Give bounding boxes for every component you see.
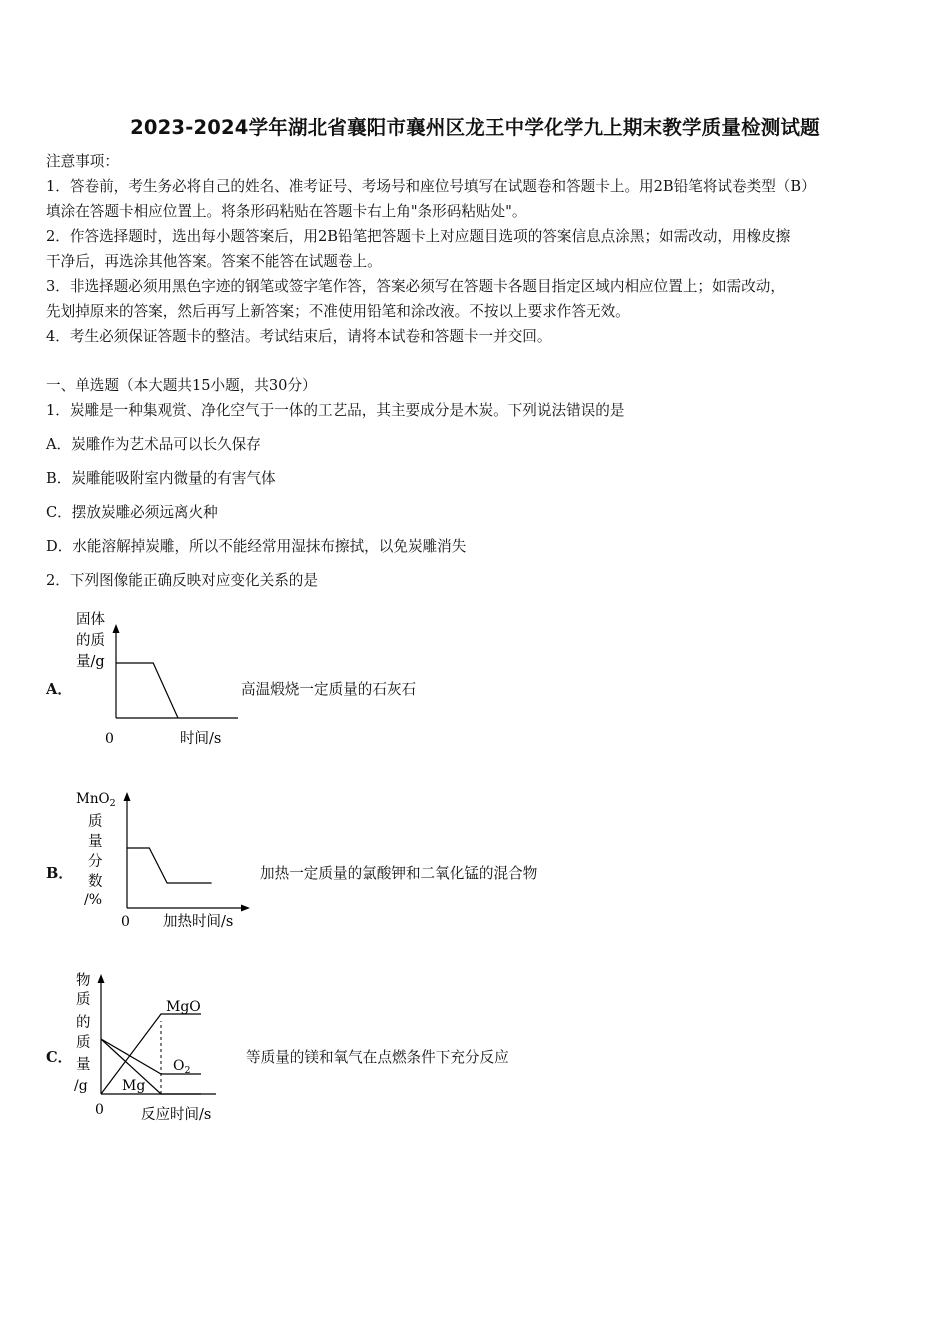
chart-c-series-label-mg: Mg	[122, 1078, 146, 1094]
question-1-option-a: A．炭雕作为艺术品可以长久保存	[46, 436, 261, 453]
question-2-option-b-desc: 加热一定质量的氯酸钾和二氧化锰的混合物	[260, 865, 538, 882]
chart-b-ylabel: 质	[88, 814, 103, 830]
chart-b-origin: 0	[121, 914, 130, 930]
question-1-option-d: D．水能溶解掉炭雕，所以不能经常用湿抹布擦拭，以免炭雕消失	[46, 538, 467, 555]
notice-line: 干净后，再选涂其他答案。答案不能答在试题卷上。	[46, 253, 382, 270]
chart-b	[70, 784, 260, 934]
chart-c-origin: 0	[95, 1102, 104, 1118]
chart-c-series-label-o2: $O_2$	[173, 1058, 191, 1076]
chart-b-ylabel: 量	[88, 834, 103, 850]
chart-a-series-line	[116, 663, 178, 718]
chart-b-ylabel: /%	[84, 892, 103, 908]
question-2-stem: 2．下列图像能正确反映对应变化关系的是	[46, 572, 318, 589]
chart-c	[66, 966, 246, 1128]
chart-c-ylabel: /g	[74, 1078, 88, 1094]
question-1-option-c: C．摆放炭雕必须远离火种	[46, 504, 218, 521]
chart-a	[66, 600, 246, 755]
question-2-option-a-desc: 高温煅烧一定质量的石灰石	[241, 681, 417, 698]
notice-line: 3．非选择题必须用黑色字迹的钢笔或签字笔作答，答案必须写在答题卡各题目指定区域内相应位置上；如需改动，	[46, 278, 785, 295]
chart-c-xlabel: 反应时间/s	[141, 1107, 212, 1123]
notice-line: 4．考生必须保证答题卡的整洁。考试结束后，请将本试卷和答题卡一并交回。	[46, 328, 552, 345]
section-heading: 一、单选题（本大题共15小题，共30分）	[46, 377, 317, 394]
chart-b-ylabel-top: MnO$_2$	[76, 791, 116, 809]
chart-c-ylabel: 物	[76, 973, 91, 989]
notice-line: 填涂在答题卡相应位置上。将条形码粘贴在答题卡右上角"条形码粘贴处"。	[46, 203, 527, 220]
chart-a-y-arrow	[113, 624, 120, 633]
page-title: 2023-2024学年湖北省襄阳市襄州区龙王中学化学九上期末教学质量检测试题	[130, 116, 820, 139]
chart-c-series-line-mgo	[101, 1014, 201, 1094]
notice-line: 2．作答选择题时，选出每小题答案后，用2B铅笔把答题卡上对应题目选项的答案信息点涂黑；如需改动，用橡皮擦	[46, 228, 791, 245]
chart-c-ylabel: 质	[76, 992, 91, 1008]
notice-heading: 注意事项：	[46, 153, 119, 170]
chart-a-origin: 0	[105, 731, 114, 747]
chart-c-ylabel: 的	[76, 1015, 91, 1031]
chart-c-ylabel: 量	[76, 1057, 91, 1073]
chart-a-ylabel: 固体	[76, 612, 105, 628]
question-2-option-b-label: B．	[46, 865, 73, 882]
notice-line: 先划掉原来的答案，然后再写上新答案；不准使用铅笔和涂改液。不按以上要求作答无效。	[46, 303, 630, 320]
question-2-option-c-label: C．	[46, 1049, 73, 1066]
chart-a-ylabel: 的质	[76, 633, 105, 649]
chart-b-xlabel: 加热时间/s	[163, 914, 234, 930]
notice-line: 1．答卷前，考生务必将自己的姓名、准考证号、考场号和座位号填写在试题卷和答题卡上。用2B铅笔将试卷类型（B）	[46, 178, 816, 195]
question-2-option-a-label: A．	[46, 681, 72, 698]
chart-b-ylabel: 数	[88, 874, 103, 890]
chart-c-ylabel: 质	[76, 1035, 91, 1051]
chart-a-xlabel: 时间/s	[180, 731, 222, 747]
chart-b-y-arrow	[124, 792, 131, 801]
chart-a-ylabel: 量/g	[76, 654, 105, 670]
chart-b-ylabel: 分	[88, 854, 103, 870]
question-2-option-c-desc: 等质量的镁和氧气在点燃条件下充分反应	[246, 1049, 509, 1066]
chart-b-x-arrow	[241, 905, 250, 912]
chart-c-y-arrow	[98, 974, 105, 983]
question-1-option-b: B．炭雕能吸附室内微量的有害气体	[46, 470, 276, 487]
chart-b-series-line	[127, 848, 212, 883]
chart-c-series-label-mgo: MgO	[166, 999, 201, 1015]
question-1-stem: 1．炭雕是一种集观赏、净化空气于一体的工艺品，其主要成分是木炭。下列说法错误的是	[46, 402, 625, 419]
